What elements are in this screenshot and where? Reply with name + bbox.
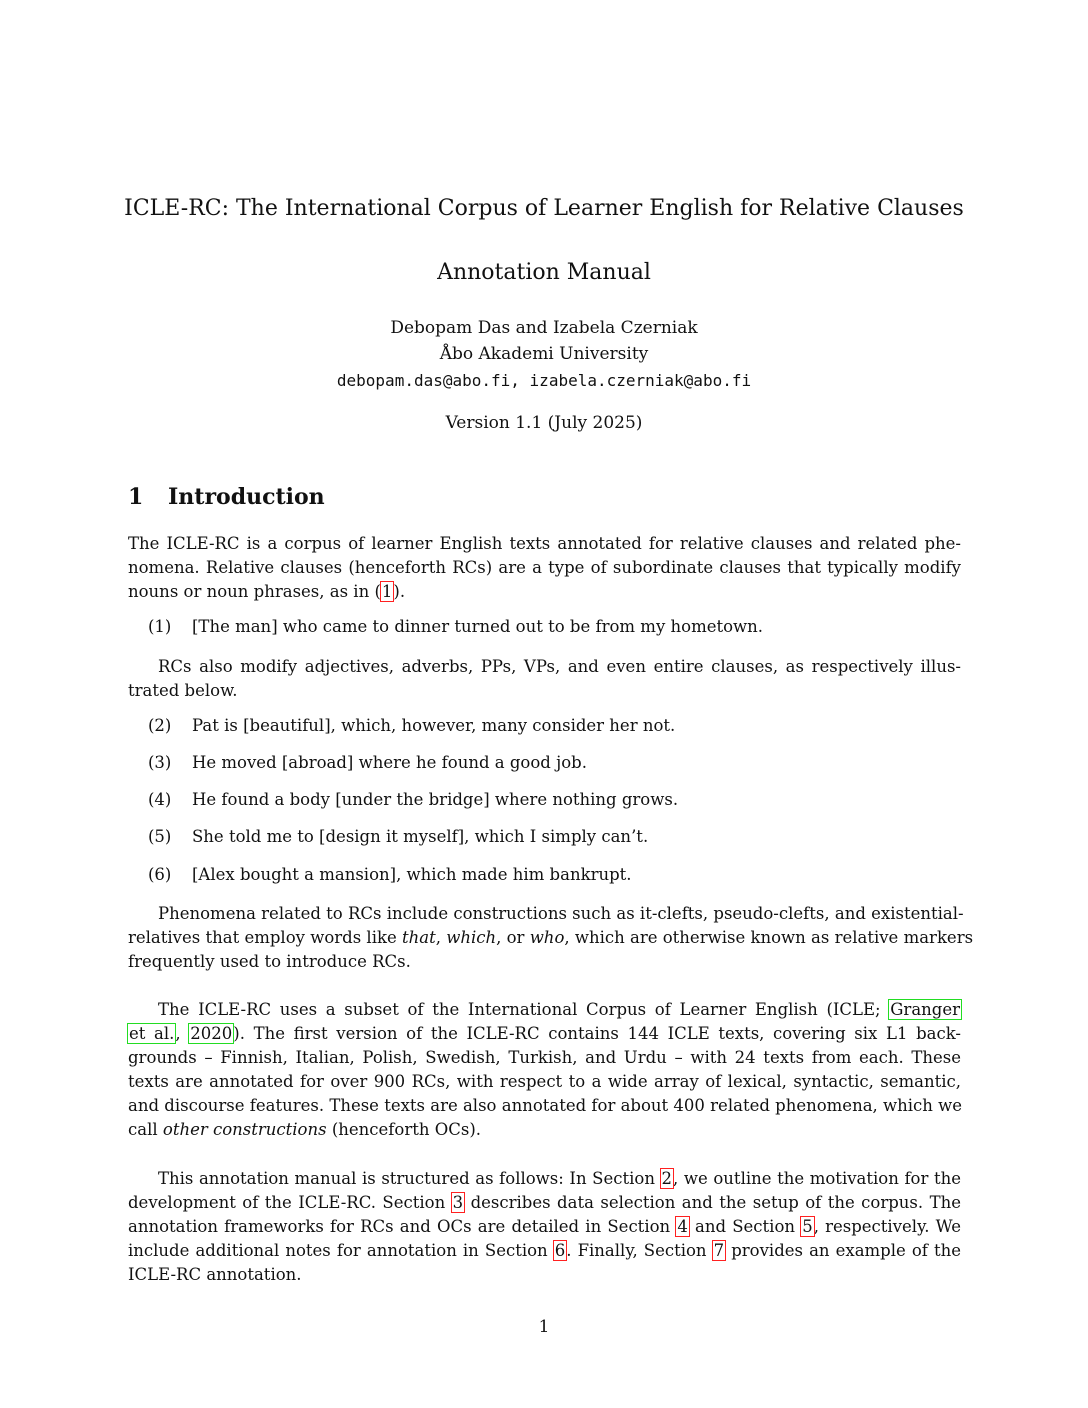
section-ref-link[interactable]: 6	[554, 1241, 566, 1260]
section-title: Introduction	[168, 484, 325, 510]
text-span: , which are otherwise known as relative markers	[564, 928, 974, 947]
intro-paragraph-2	[128, 655, 961, 703]
text-span: ).	[393, 582, 406, 601]
text-line: nomena. Relative clauses (henceforth RCs) are a type of subordinate clauses that typically modify	[128, 558, 961, 577]
text-span: nouns or noun phrases, as in (	[128, 582, 381, 601]
example-ref-link[interactable]: 1	[381, 582, 393, 601]
emphasis: that	[401, 928, 436, 947]
text-span: ,	[435, 928, 447, 947]
text-span: , we outline the motivation for the	[673, 1169, 961, 1188]
example-text: He moved [abroad] where he found a good job.	[192, 753, 587, 772]
text-line	[128, 926, 974, 950]
citation-link[interactable]: et al.	[129, 1024, 175, 1043]
text-line	[128, 1022, 961, 1046]
example-text: Pat is [beautiful], which, however, many consider her not.	[192, 716, 676, 735]
version-line: Version 1.1 (July 2025)	[445, 413, 643, 433]
section-ref-link[interactable]: 2	[661, 1169, 673, 1188]
emphasis: other constructions	[162, 1120, 327, 1139]
emphasis: which	[446, 928, 497, 947]
text-line: frequently used to introduce RCs.	[128, 952, 411, 971]
text-span: provides an example of the	[725, 1241, 961, 1260]
text-line	[128, 1191, 961, 1215]
text-line	[128, 1167, 961, 1191]
text-line: and discourse features. These texts are also annotated for about 400 related phenomena, which we	[128, 1096, 963, 1115]
text-line	[128, 1118, 961, 1142]
text-span: describes data selection and the setup of the corpus. The	[464, 1193, 961, 1212]
text-line: trated below.	[128, 681, 238, 700]
text-span: (henceforth OCs).	[326, 1120, 482, 1139]
intro-paragraph-1	[128, 532, 961, 604]
text-span: This annotation manual is structured as follows: In Section	[158, 1169, 661, 1188]
text-span: call	[128, 1120, 163, 1139]
text-line: The ICLE-RC is a corpus of learner English texts annotated for relative clauses and related phe-	[128, 534, 961, 553]
citation-link[interactable]: Granger	[890, 1000, 960, 1019]
text-line	[128, 580, 961, 604]
text-line	[128, 1239, 961, 1263]
text-span: development of the ICLE-RC. Section	[128, 1193, 452, 1212]
text-span: , respectively. We	[813, 1217, 962, 1236]
text-span: include additional notes for annotation in Section	[128, 1241, 554, 1260]
text-line: grounds – Finnish, Italian, Polish, Swedish, Turkish, and Urdu – with 24 texts from each. These	[128, 1048, 961, 1067]
text-line: ICLE-RC annotation.	[128, 1265, 302, 1284]
example-number: (6)	[148, 865, 172, 884]
text-line	[128, 998, 961, 1022]
example-number: (3)	[148, 753, 172, 772]
section-ref-link[interactable]: 5	[802, 1217, 813, 1236]
example-number: (2)	[148, 716, 172, 735]
example-text: [Alex bought a mansion], which made him bankrupt.	[192, 865, 632, 884]
example-text: She told me to [design it myself], which I simply can’t.	[192, 827, 649, 846]
text-span: annotation frameworks for RCs and OCs are detailed in Section	[128, 1217, 677, 1236]
paper-title: ICLE-RC: The International Corpus of Learner English for Relative Clauses	[124, 196, 964, 221]
citation-year-link[interactable]: 2020	[190, 1024, 233, 1043]
author-emails[interactable]: debopam.das@abo.fi, izabela.czerniak@abo.fi	[336, 371, 752, 390]
text-span: ). The first version of the ICLE-RC contains 144 ICLE texts, covering six L1 back-	[233, 1024, 962, 1043]
example-text: [The man] who came to dinner turned out to be from my hometown.	[192, 617, 764, 636]
text-span: relatives that employ words like	[128, 928, 402, 947]
text-span: and Section	[688, 1217, 802, 1236]
text-span: , or	[496, 928, 530, 947]
example-text: He found a body [under the bridge] where nothing grows.	[192, 790, 679, 809]
example-number: (1)	[148, 617, 172, 636]
paper-subtitle: Annotation Manual	[437, 260, 651, 285]
page-number: 1	[538, 1317, 550, 1337]
text-line	[128, 1215, 961, 1239]
intro-paragraph-4	[128, 998, 961, 1142]
intro-paragraph-5	[128, 1167, 961, 1287]
text-span: . Finally, Section	[566, 1241, 713, 1260]
text-line: RCs also modify adjectives, adverbs, PPs, VPs, and even entire clauses, as respectively illus-	[158, 657, 961, 676]
text-line: texts are annotated for over 900 RCs, with respect to a wide array of lexical, syntactic, semantic,	[128, 1072, 961, 1091]
intro-paragraph-3	[128, 902, 974, 974]
section-number: 1	[128, 484, 144, 510]
text-span: ,	[175, 1024, 190, 1043]
section-ref-link[interactable]: 4	[677, 1217, 688, 1236]
emphasis: who	[529, 928, 565, 947]
text-line: Phenomena related to RCs include constructions such as it-clefts, pseudo-clefts, and existential-	[158, 904, 964, 923]
example-number: (5)	[148, 827, 172, 846]
example-number: (4)	[148, 790, 172, 809]
section-ref-link[interactable]: 7	[713, 1241, 725, 1260]
authors: Debopam Das and Izabela Czerniak	[390, 318, 698, 338]
section-ref-link[interactable]: 3	[452, 1193, 464, 1212]
text-span: The ICLE-RC uses a subset of the International Corpus of Learner English (ICLE;	[158, 1000, 890, 1019]
affiliation: Åbo Akademi University	[439, 344, 649, 364]
